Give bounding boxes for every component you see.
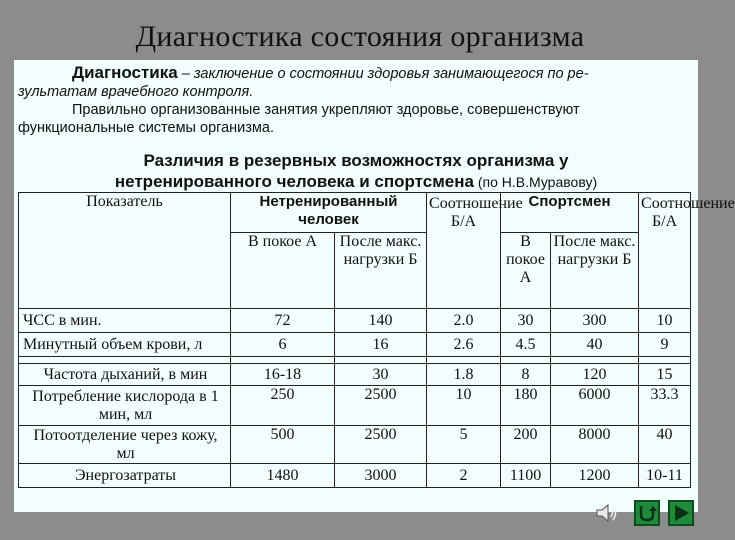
cell-rest-untrained: 6	[231, 333, 335, 357]
table-row	[19, 426, 691, 464]
row-indicator: ЧСС в мин.	[19, 309, 231, 333]
cell-load-athlete: 6000	[551, 386, 639, 426]
col-header-load-athlete: После макс. нагрузки Б	[551, 233, 639, 309]
cell-ratio-untrained: 2.0	[427, 309, 501, 333]
cell-rest-athlete: 180	[501, 386, 551, 426]
col-header-athlete: Спортсмен	[501, 193, 639, 233]
comparison-table	[18, 192, 735, 488]
cell-ratio-athlete: 33.3	[639, 386, 691, 426]
cell-ratio-athlete: 40	[639, 426, 691, 464]
intro-definition-cont: зультатам врачебного контроля.	[18, 84, 254, 100]
col-header-ratio-athlete: Соотношение Б/А	[639, 193, 691, 309]
next-button[interactable]	[668, 500, 694, 526]
col-header-indicator: Показатель	[19, 193, 231, 309]
row-indicator: Минутный объем крови, л	[19, 333, 231, 357]
cell-load-untrained: 2500	[335, 426, 427, 464]
table-row	[19, 364, 691, 386]
col-header-untrained: Нетренированный человек	[231, 193, 427, 233]
cell-rest-untrained: 72	[231, 309, 335, 333]
cell-load-athlete: 1200	[551, 464, 639, 488]
cell-rest-untrained: 500	[231, 426, 335, 464]
table-row	[19, 464, 691, 488]
cell-ratio-athlete: 10-11	[639, 464, 691, 488]
row-indicator: Потребление кислорода в 1 мин, мл	[19, 386, 231, 426]
cell-load-untrained: 2500	[335, 386, 427, 426]
cell-ratio-untrained: 5	[427, 426, 501, 464]
cell-ratio-athlete: 15	[639, 364, 691, 386]
heading-source: (по Н.В.Муравову)	[473, 174, 598, 190]
table-row	[19, 333, 691, 357]
table-spacer	[19, 357, 691, 364]
col-header-rest-athlete: В покое А	[501, 233, 551, 309]
col-header-rest-untrained: В покое А	[231, 233, 335, 309]
cell-ratio-untrained: 1.8	[427, 364, 501, 386]
cell-load-untrained: 30	[335, 364, 427, 386]
intro-line3: Правильно организованные занятия укрепляют здоровье, совершенствуют	[72, 102, 580, 118]
cell-load-athlete: 300	[551, 309, 639, 333]
cell-rest-untrained: 1480	[231, 464, 335, 488]
cell-rest-athlete: 8	[501, 364, 551, 386]
row-indicator: Энергозатраты	[19, 464, 231, 488]
table-heading	[14, 150, 698, 193]
col-header-load-untrained: После макс. нагрузки Б	[335, 233, 427, 309]
cell-ratio-athlete: 10	[639, 309, 691, 333]
row-indicator: Частота дыханий, в мин	[19, 364, 231, 386]
heading-line2: нетренированного человека и спортсмена	[114, 172, 474, 191]
intro-term: Диагностика	[72, 63, 178, 82]
next-triangle-icon	[670, 502, 692, 524]
return-button[interactable]	[634, 500, 660, 526]
slide-title: Диагностика состояния организма	[135, 20, 585, 53]
cell-load-untrained: 3000	[335, 464, 427, 488]
cell-rest-athlete: 200	[501, 426, 551, 464]
col-header-ratio-untrained: Соотношение Б/А	[427, 193, 501, 309]
speaker-icon[interactable]	[594, 502, 620, 524]
intro-definition: – заключение о состоянии здоровья занимающегося по ре-	[177, 66, 589, 82]
cell-ratio-athlete: 9	[639, 333, 691, 357]
cell-rest-athlete: 30	[501, 309, 551, 333]
cell-ratio-untrained: 2	[427, 464, 501, 488]
cell-load-untrained: 140	[335, 309, 427, 333]
cell-ratio-untrained: 2.6	[427, 333, 501, 357]
row-indicator: Потоотделение через кожу, мл	[19, 426, 231, 464]
intro-text	[18, 64, 694, 137]
cell-load-untrained: 16	[335, 333, 427, 357]
cell-rest-untrained: 16-18	[231, 364, 335, 386]
heading-line1: Различия в резервных возможностях организма у	[143, 151, 569, 170]
cell-load-athlete: 8000	[551, 426, 639, 464]
content-panel	[14, 60, 735, 512]
cell-rest-athlete: 4.5	[501, 333, 551, 357]
table-row	[19, 386, 691, 426]
cell-rest-untrained: 250	[231, 386, 335, 426]
cell-load-athlete: 40	[551, 333, 639, 357]
cell-ratio-untrained: 10	[427, 386, 501, 426]
cell-load-athlete: 120	[551, 364, 639, 386]
return-arrow-icon	[636, 502, 658, 524]
intro-line4: функциональные системы организма.	[18, 120, 274, 136]
cell-rest-athlete: 1100	[501, 464, 551, 488]
table-row	[19, 309, 691, 333]
